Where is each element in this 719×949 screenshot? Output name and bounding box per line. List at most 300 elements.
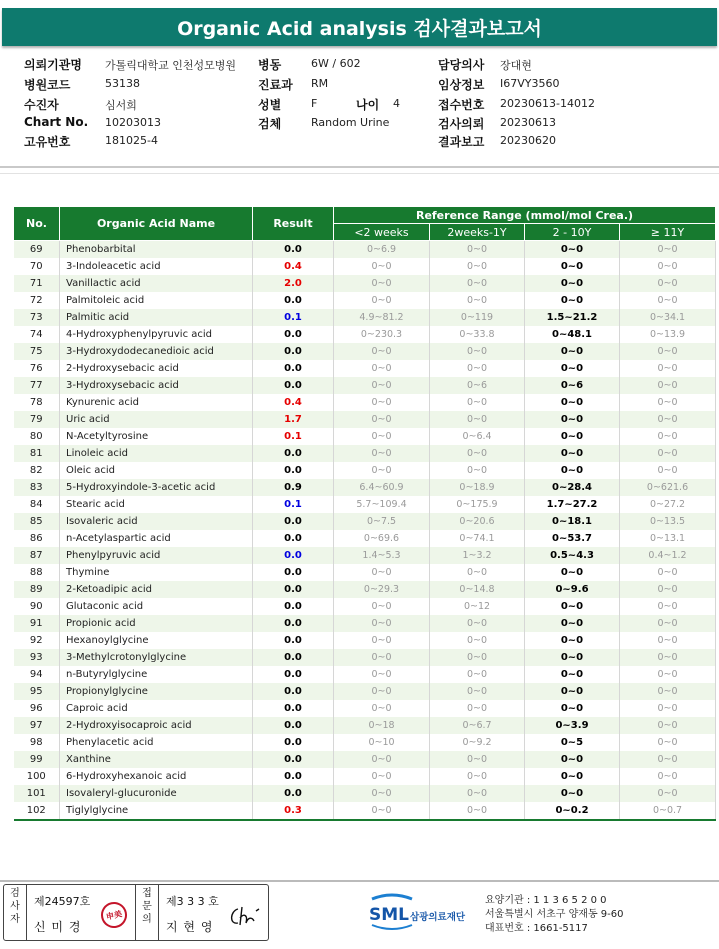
table-row — [14, 683, 716, 700]
acid-name: Xanthine — [60, 751, 253, 768]
ref-2weeks-1y: 1~3.2 — [430, 547, 525, 564]
lab-phone: 대표번호 : 1661-5117 — [485, 923, 588, 934]
ref-2-10y: 0~0 — [525, 394, 620, 411]
examiner-seal — [99, 900, 130, 931]
ward-value: 6W / 602 — [311, 57, 361, 70]
ref-2weeks-1y: 0~0 — [430, 802, 525, 820]
row-number: 97 — [14, 717, 60, 734]
unique-value: 181025-4 — [105, 134, 158, 147]
ref-2weeks-1y: 0~119 — [430, 309, 525, 326]
ref-under-2weeks: 0~0 — [334, 360, 430, 377]
row-number: 79 — [14, 411, 60, 428]
ref-col-under-2weeks: <2 weeks — [334, 224, 430, 241]
header-divider-thin — [0, 173, 719, 174]
row-number: 81 — [14, 445, 60, 462]
ref-2-10y: 0~3.9 — [525, 717, 620, 734]
row-number: 90 — [14, 598, 60, 615]
ref-11y-plus: 0~0 — [620, 360, 716, 377]
ref-2weeks-1y: 0~18.9 — [430, 479, 525, 496]
result-value: 0.0 — [253, 598, 334, 615]
row-number: 73 — [14, 309, 60, 326]
ref-2weeks-1y: 0~0 — [430, 751, 525, 768]
ref-col-2-10y: 2 - 10Y — [525, 224, 620, 241]
doctor-label: 담당의사 — [438, 58, 485, 72]
acid-name: Phenylpyruvic acid — [60, 547, 253, 564]
header-divider — [0, 166, 719, 168]
acid-name: Glutaconic acid — [60, 598, 253, 615]
acid-name: 3-Methylcrotonylglycine — [60, 649, 253, 666]
acid-name: Oleic acid — [60, 462, 253, 479]
ref-11y-plus: 0~0 — [620, 445, 716, 462]
acid-name: 2-Hydroxysebacic acid — [60, 360, 253, 377]
approver-signature — [226, 903, 262, 929]
ref-2-10y: 0~53.7 — [525, 530, 620, 547]
ref-11y-plus: 0~0 — [620, 717, 716, 734]
table-row — [14, 785, 716, 802]
ref-2-10y: 0~0 — [525, 564, 620, 581]
acid-name: Uric acid — [60, 411, 253, 428]
ref-2weeks-1y: 0~0 — [430, 292, 525, 309]
ref-11y-plus: 0~0 — [620, 564, 716, 581]
ref-2-10y: 0~0 — [525, 598, 620, 615]
row-number: 78 — [14, 394, 60, 411]
result-value: 0.0 — [253, 292, 334, 309]
examiner-name: 신 미 경 — [34, 920, 82, 934]
row-number: 101 — [14, 785, 60, 802]
ref-2weeks-1y: 0~6.7 — [430, 717, 525, 734]
result-value: 0.0 — [253, 683, 334, 700]
col-name-header: Organic Acid Name — [60, 207, 253, 241]
result-value: 0.9 — [253, 479, 334, 496]
ref-2-10y: 0~28.4 — [525, 479, 620, 496]
ref-col-2weeks-1y: 2weeks-1Y — [430, 224, 525, 241]
table-row — [14, 326, 716, 343]
ref-2-10y: 0~0.2 — [525, 802, 620, 820]
ref-2-10y: 0~0 — [525, 649, 620, 666]
result-value: 0.1 — [253, 496, 334, 513]
ref-11y-plus: 0~0 — [620, 343, 716, 360]
ref-11y-plus: 0~0 — [620, 751, 716, 768]
ref-2weeks-1y: 0~14.8 — [430, 581, 525, 598]
acid-name: N-Acetyltyrosine — [60, 428, 253, 445]
footer-divider — [0, 880, 719, 882]
table-row — [14, 802, 716, 820]
ref-under-2weeks: 0~0 — [334, 802, 430, 820]
report-value: 20230620 — [500, 134, 556, 147]
dept-label: 진료과 — [258, 78, 293, 92]
ref-11y-plus: 0~0 — [620, 734, 716, 751]
result-value: 0.1 — [253, 309, 334, 326]
row-number: 95 — [14, 683, 60, 700]
row-number: 89 — [14, 581, 60, 598]
ref-11y-plus: 0~0 — [620, 700, 716, 717]
ref-2weeks-1y: 0~0 — [430, 275, 525, 292]
ref-under-2weeks: 0~0 — [334, 598, 430, 615]
ref-2weeks-1y: 0~0 — [430, 445, 525, 462]
ref-11y-plus: 0~0 — [620, 581, 716, 598]
ref-2-10y: 0~0 — [525, 360, 620, 377]
row-number: 102 — [14, 802, 60, 820]
ref-11y-plus: 0~621.6 — [620, 479, 716, 496]
row-number: 85 — [14, 513, 60, 530]
ref-2weeks-1y: 0~33.8 — [430, 326, 525, 343]
ref-11y-plus: 0~0 — [620, 768, 716, 785]
table-row — [14, 445, 716, 462]
acid-name: Linoleic acid — [60, 445, 253, 462]
acid-name: Phenobarbital — [60, 241, 253, 259]
acid-name: Propionylglycine — [60, 683, 253, 700]
ref-under-2weeks: 0~0 — [334, 445, 430, 462]
ref-2weeks-1y: 0~12 — [430, 598, 525, 615]
row-number: 93 — [14, 649, 60, 666]
acid-name: Thymine — [60, 564, 253, 581]
result-value: 0.0 — [253, 700, 334, 717]
ref-2weeks-1y: 0~0 — [430, 632, 525, 649]
ref-2-10y: 0~0 — [525, 632, 620, 649]
acid-name: 2-Ketoadipic acid — [60, 581, 253, 598]
table-row — [14, 360, 716, 377]
row-number: 75 — [14, 343, 60, 360]
sml-logo — [368, 893, 478, 933]
row-number: 96 — [14, 700, 60, 717]
table-row — [14, 309, 716, 326]
table-row — [14, 547, 716, 564]
ref-2weeks-1y: 0~0 — [430, 700, 525, 717]
row-number: 71 — [14, 275, 60, 292]
table-row — [14, 751, 716, 768]
result-value: 0.0 — [253, 666, 334, 683]
ref-11y-plus: 0~0 — [620, 292, 716, 309]
ref-11y-plus: 0~13.1 — [620, 530, 716, 547]
chart-value: 10203013 — [105, 116, 161, 129]
table-row — [14, 649, 716, 666]
ref-under-2weeks: 0~0 — [334, 632, 430, 649]
ref-2weeks-1y: 0~0 — [430, 360, 525, 377]
patient-header — [0, 52, 719, 167]
row-number: 69 — [14, 241, 60, 259]
ref-11y-plus: 0~0 — [620, 632, 716, 649]
acid-name: Kynurenic acid — [60, 394, 253, 411]
ref-under-2weeks: 0~0 — [334, 700, 430, 717]
acid-name: Palmitoleic acid — [60, 292, 253, 309]
ref-2weeks-1y: 0~0 — [430, 666, 525, 683]
ref-under-2weeks: 1.4~5.3 — [334, 547, 430, 564]
result-value: 0.0 — [253, 241, 334, 259]
ref-11y-plus: 0~34.1 — [620, 309, 716, 326]
result-value: 0.4 — [253, 258, 334, 275]
ref-under-2weeks: 0~0 — [334, 343, 430, 360]
table-row — [14, 462, 716, 479]
col-no-header: No. — [14, 207, 60, 241]
request-value: 20230613 — [500, 116, 556, 129]
acid-name: Vanillactic acid — [60, 275, 253, 292]
result-value: 0.1 — [253, 428, 334, 445]
table-row — [14, 275, 716, 292]
ref-under-2weeks: 0~0 — [334, 258, 430, 275]
result-value: 0.0 — [253, 564, 334, 581]
ref-2-10y: 0~0 — [525, 275, 620, 292]
ref-11y-plus: 0~0 — [620, 377, 716, 394]
ref-under-2weeks: 0~10 — [334, 734, 430, 751]
acid-name: Isovaleric acid — [60, 513, 253, 530]
ref-under-2weeks: 4.9~81.2 — [334, 309, 430, 326]
hospital-label: 의뢰기관명 — [24, 58, 82, 72]
acid-name: Hexanoylglycine — [60, 632, 253, 649]
ref-under-2weeks: 0~0 — [334, 785, 430, 802]
ref-under-2weeks: 0~0 — [334, 275, 430, 292]
row-number: 77 — [14, 377, 60, 394]
doctor-value: 장대현 — [500, 59, 532, 72]
clinical-value: I67VY3560 — [500, 77, 560, 90]
dept-value: RM — [311, 77, 329, 90]
acid-name: n-Acetylaspartic acid — [60, 530, 253, 547]
receiver-label: 수진자 — [24, 98, 59, 112]
approver-name: 지 현 영 — [166, 920, 214, 934]
result-value: 0.0 — [253, 581, 334, 598]
ref-2weeks-1y: 0~20.6 — [430, 513, 525, 530]
result-value: 0.0 — [253, 734, 334, 751]
ref-2-10y: 0~5 — [525, 734, 620, 751]
ref-11y-plus: 0~0.7 — [620, 802, 716, 820]
acid-name: Propionic acid — [60, 615, 253, 632]
table-row — [14, 717, 716, 734]
result-value: 2.0 — [253, 275, 334, 292]
code-value: 53138 — [105, 77, 140, 90]
result-value: 0.0 — [253, 326, 334, 343]
age-label: 나이 — [356, 98, 380, 112]
ref-2-10y: 0~0 — [525, 428, 620, 445]
ref-2weeks-1y: 0~74.1 — [430, 530, 525, 547]
sml-logo-text: SML — [369, 905, 409, 925]
receiver-value: 심서희 — [105, 99, 137, 112]
acid-name: 6-Hydroxyhexanoic acid — [60, 768, 253, 785]
acid-name: 2-Hydroxyisocaproic acid — [60, 717, 253, 734]
acid-name: n-Butyrylglycine — [60, 666, 253, 683]
acid-name: Caproic acid — [60, 700, 253, 717]
ref-2weeks-1y: 0~0 — [430, 241, 525, 259]
specimen-value: Random Urine — [311, 116, 390, 129]
ref-2-10y: 0~0 — [525, 683, 620, 700]
ref-under-2weeks: 0~0 — [334, 428, 430, 445]
ref-under-2weeks: 0~7.5 — [334, 513, 430, 530]
result-value: 0.0 — [253, 530, 334, 547]
sign-separator — [26, 885, 27, 940]
row-number: 94 — [14, 666, 60, 683]
result-value: 0.0 — [253, 513, 334, 530]
acid-name: 3-Hydroxydodecanedioic acid — [60, 343, 253, 360]
ref-under-2weeks: 0~0 — [334, 649, 430, 666]
row-number: 87 — [14, 547, 60, 564]
approver-label: 접문의 — [142, 888, 152, 925]
result-value: 0.0 — [253, 785, 334, 802]
ref-2weeks-1y: 0~0 — [430, 258, 525, 275]
acid-name: 3-Hydroxysebacic acid — [60, 377, 253, 394]
row-number: 82 — [14, 462, 60, 479]
ref-under-2weeks: 0~0 — [334, 411, 430, 428]
examiner-label: 검사자 — [10, 888, 20, 925]
table-row — [14, 479, 716, 496]
ref-2-10y: 0~18.1 — [525, 513, 620, 530]
request-label: 검사의뢰 — [438, 117, 485, 131]
ref-under-2weeks: 0~230.3 — [334, 326, 430, 343]
row-number: 80 — [14, 428, 60, 445]
table-row — [14, 615, 716, 632]
result-value: 0.0 — [253, 649, 334, 666]
ref-2-10y: 0~0 — [525, 445, 620, 462]
clinical-label: 임상정보 — [438, 78, 485, 92]
row-number: 91 — [14, 615, 60, 632]
sex-value: F — [311, 97, 318, 110]
ref-2-10y: 0~9.6 — [525, 581, 620, 598]
result-value: 0.0 — [253, 462, 334, 479]
signature-box — [3, 884, 269, 941]
ward-label: 병동 — [258, 58, 282, 72]
table-row — [14, 530, 716, 547]
sign-separator — [135, 885, 136, 940]
ref-under-2weeks: 0~0 — [334, 683, 430, 700]
ref-under-2weeks: 5.7~109.4 — [334, 496, 430, 513]
ref-col-11y-plus: ≥ 11Y — [620, 224, 716, 241]
report-title: Organic Acid analysis 검사결과보고서 — [2, 8, 717, 46]
ref-11y-plus: 0~0 — [620, 241, 716, 259]
chart-label: Chart No. — [24, 115, 89, 129]
ref-under-2weeks: 0~69.6 — [334, 530, 430, 547]
table-row — [14, 564, 716, 581]
table-row — [14, 598, 716, 615]
table-row — [14, 411, 716, 428]
row-number: 74 — [14, 326, 60, 343]
table-row — [14, 513, 716, 530]
table-row — [14, 632, 716, 649]
ref-11y-plus: 0~0 — [620, 598, 716, 615]
ref-2-10y: 0~0 — [525, 292, 620, 309]
result-value: 0.0 — [253, 632, 334, 649]
ref-under-2weeks: 0~29.3 — [334, 581, 430, 598]
table-row — [14, 666, 716, 683]
row-number: 92 — [14, 632, 60, 649]
reception-label: 접수번호 — [438, 98, 485, 112]
result-value: 1.7 — [253, 411, 334, 428]
results-table — [13, 206, 716, 821]
ref-11y-plus: 0~27.2 — [620, 496, 716, 513]
ref-11y-plus: 0~0 — [620, 411, 716, 428]
row-number: 83 — [14, 479, 60, 496]
ref-under-2weeks: 0~0 — [334, 768, 430, 785]
ref-2weeks-1y: 0~6.4 — [430, 428, 525, 445]
sign-separator — [158, 885, 159, 940]
ref-2-10y: 0~0 — [525, 258, 620, 275]
result-value: 0.0 — [253, 717, 334, 734]
result-value: 0.0 — [253, 343, 334, 360]
table-row — [14, 496, 716, 513]
table-row — [14, 428, 716, 445]
table-row — [14, 258, 716, 275]
ref-11y-plus: 0.4~1.2 — [620, 547, 716, 564]
table-row — [14, 343, 716, 360]
ref-2-10y: 0~0 — [525, 751, 620, 768]
ref-2weeks-1y: 0~0 — [430, 649, 525, 666]
specimen-label: 검체 — [258, 117, 282, 131]
table-row — [14, 700, 716, 717]
ref-11y-plus: 0~13.5 — [620, 513, 716, 530]
ref-2weeks-1y: 0~0 — [430, 394, 525, 411]
ref-2weeks-1y: 0~0 — [430, 462, 525, 479]
ref-11y-plus: 0~0 — [620, 649, 716, 666]
result-value: 0.0 — [253, 768, 334, 785]
ref-11y-plus: 0~0 — [620, 275, 716, 292]
ref-11y-plus: 0~0 — [620, 462, 716, 479]
acid-name: Isovaleryl-glucuronide — [60, 785, 253, 802]
table-row — [14, 241, 716, 259]
row-number: 70 — [14, 258, 60, 275]
ref-11y-plus: 0~0 — [620, 394, 716, 411]
approver-number: 제3 3 3 호 — [166, 895, 219, 908]
table-row — [14, 768, 716, 785]
ref-2-10y: 0~0 — [525, 768, 620, 785]
table-row — [14, 734, 716, 751]
table-row — [14, 377, 716, 394]
ref-under-2weeks: 0~0 — [334, 615, 430, 632]
row-number: 100 — [14, 768, 60, 785]
row-number: 84 — [14, 496, 60, 513]
ref-2weeks-1y: 0~0 — [430, 343, 525, 360]
row-number: 88 — [14, 564, 60, 581]
ref-2-10y: 0~6 — [525, 377, 620, 394]
ref-2-10y: 0.5~4.3 — [525, 547, 620, 564]
acid-name: Phenylacetic acid — [60, 734, 253, 751]
lab-code: 요양기관 : 1 1 3 6 5 2 0 0 — [485, 895, 607, 906]
ref-2weeks-1y: 0~175.9 — [430, 496, 525, 513]
ref-2weeks-1y: 0~6 — [430, 377, 525, 394]
ref-11y-plus: 0~0 — [620, 428, 716, 445]
acid-name: Stearic acid — [60, 496, 253, 513]
ref-2-10y: 0~0 — [525, 700, 620, 717]
ref-under-2weeks: 6.4~60.9 — [334, 479, 430, 496]
ref-under-2weeks: 0~0 — [334, 564, 430, 581]
ref-11y-plus: 0~0 — [620, 666, 716, 683]
acid-name: Tiglylglycine — [60, 802, 253, 820]
lab-info — [485, 894, 624, 936]
reference-range-header: Reference Range (mmol/mol Crea.) — [334, 207, 716, 224]
sex-label: 성별 — [258, 98, 282, 112]
ref-11y-plus: 0~13.9 — [620, 326, 716, 343]
result-value: 0.0 — [253, 377, 334, 394]
ref-under-2weeks: 0~0 — [334, 394, 430, 411]
ref-2weeks-1y: 0~0 — [430, 683, 525, 700]
row-number: 98 — [14, 734, 60, 751]
ref-2-10y: 0~48.1 — [525, 326, 620, 343]
ref-2-10y: 1.7~27.2 — [525, 496, 620, 513]
row-number: 99 — [14, 751, 60, 768]
ref-2weeks-1y: 0~0 — [430, 411, 525, 428]
result-value: 0.0 — [253, 751, 334, 768]
ref-2weeks-1y: 0~0 — [430, 615, 525, 632]
lab-address: 서울특별시 서초구 양재동 9-60 — [485, 909, 624, 920]
hospital-value: 가톨릭대학교 인천성모병원 — [105, 59, 237, 72]
examiner-number: 제24597호 — [34, 895, 91, 908]
ref-under-2weeks: 0~0 — [334, 751, 430, 768]
ref-under-2weeks: 0~0 — [334, 292, 430, 309]
ref-under-2weeks: 0~18 — [334, 717, 430, 734]
unique-label: 고유번호 — [24, 135, 71, 149]
age-value: 4 — [393, 97, 400, 110]
reception-value: 20230613-14012 — [500, 97, 595, 110]
ref-2weeks-1y: 0~0 — [430, 768, 525, 785]
table-row — [14, 292, 716, 309]
ref-11y-plus: 0~0 — [620, 615, 716, 632]
ref-2weeks-1y: 0~9.2 — [430, 734, 525, 751]
result-value: 0.4 — [253, 394, 334, 411]
